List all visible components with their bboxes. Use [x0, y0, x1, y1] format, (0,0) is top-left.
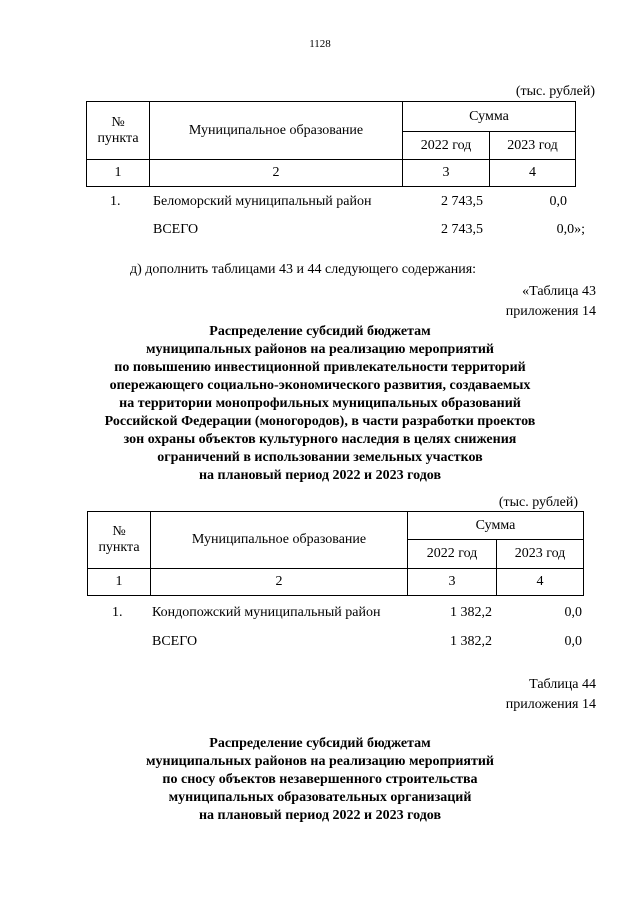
index-cell: 3 [408, 569, 497, 596]
header-year-2022: 2022 год [408, 540, 497, 569]
title-line: муниципальных районов на реализацию мероприятий [146, 754, 494, 769]
table-row [0, 221, 640, 239]
row-name: Кондопожский муниципальный район [152, 605, 381, 620]
index-cell: 2 [151, 569, 408, 596]
row-value-2023: 0,0»; [556, 222, 585, 237]
table44-label: Таблица 44 [529, 677, 596, 692]
table1-units: (тыс. рублей) [515, 84, 595, 99]
paragraph: д) дополнить таблицами 43 и 44 следующего содержания: [130, 262, 477, 277]
table-row [0, 633, 640, 651]
page-number: 1128 [309, 38, 331, 50]
index-cell: 1 [87, 160, 150, 187]
row-name: Беломорский муниципальный район [153, 194, 372, 209]
title-line: муниципальных образовательных организаций [168, 790, 472, 805]
index-cell: 4 [497, 569, 584, 596]
row-value-2023: 0,0 [549, 194, 567, 209]
title-line: ограничений в использовании земельных участков [157, 450, 483, 465]
row-value-2022: 2 743,5 [441, 194, 483, 209]
title-line: по сносу объектов незавершенного строительства [162, 772, 478, 787]
header-municipality: Муниципальное образование [151, 512, 408, 569]
title-line: Распределение субсидий бюджетам [209, 736, 431, 751]
header-sum: Сумма [408, 512, 584, 540]
table-row [0, 604, 640, 622]
index-cell: 4 [490, 160, 576, 187]
row-value-2023: 0,0 [564, 605, 582, 620]
title-line: Российской Федерации (моногородов), в части разработки проектов [104, 414, 536, 429]
title-line: на плановый период 2022 и 2023 годов [198, 808, 442, 823]
table43-title [0, 323, 640, 485]
header-year-2023: 2023 год [490, 132, 576, 160]
index-cell: 1 [88, 569, 151, 596]
header-num: № пункта [88, 512, 151, 569]
table43-label: «Таблица 43 [522, 284, 596, 299]
title-line: Распределение субсидий бюджетам [209, 324, 431, 339]
header-municipality: Муниципальное образование [150, 102, 403, 160]
table43-units: (тыс. рублей) [498, 495, 578, 510]
row-value-2022: 1 382,2 [450, 605, 492, 620]
table43-header [87, 511, 584, 596]
row-num: 1. [112, 605, 123, 620]
title-line: на плановый период 2022 и 2023 годов [198, 468, 442, 483]
table44-appendix-label: приложения 14 [505, 697, 596, 712]
row-num: 1. [110, 194, 121, 209]
header-num: № пункта [87, 102, 150, 160]
title-line: муниципальных районов на реализацию мероприятий [146, 342, 494, 357]
row-value-2022: 1 382,2 [450, 634, 492, 649]
table44-title [0, 735, 640, 825]
title-line: по повышению инвестиционной привлекательности территорий [114, 360, 526, 375]
row-name: ВСЕГО [152, 634, 198, 649]
header-year-2022: 2022 год [403, 132, 490, 160]
table-row [0, 193, 640, 211]
index-cell: 3 [403, 160, 490, 187]
header-year-2023: 2023 год [497, 540, 584, 569]
table1-header [86, 101, 576, 187]
title-line: опережающего социально-экономического развития, создаваемых [109, 378, 531, 393]
header-sum: Сумма [403, 102, 576, 132]
row-value-2022: 2 743,5 [441, 222, 483, 237]
title-line: зон охраны объектов культурного наследия в целях снижения [123, 432, 517, 447]
row-value-2023: 0,0 [564, 634, 582, 649]
row-name: ВСЕГО [153, 222, 199, 237]
title-line: на территории монопрофильных муниципальных образований [119, 396, 521, 411]
index-cell: 2 [150, 160, 403, 187]
table43-appendix-label: приложения 14 [505, 304, 596, 319]
